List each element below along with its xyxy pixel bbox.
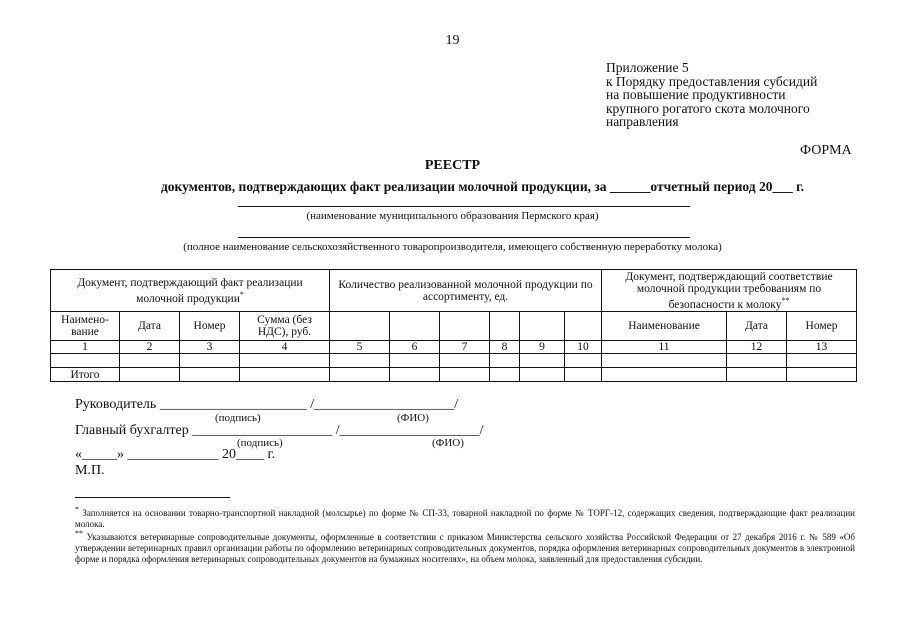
col-number: 4	[240, 341, 330, 354]
col-number: 5	[330, 341, 390, 354]
appendix-line: направления	[606, 114, 679, 129]
page-number: 19	[445, 33, 460, 48]
col-number: 9	[520, 341, 565, 354]
accountant-sign-caption: (подпись)	[237, 437, 283, 449]
col-header-blank	[440, 312, 490, 341]
col-header-blank	[565, 312, 602, 341]
footnote-separator	[75, 497, 230, 498]
register-table	[50, 269, 857, 382]
col-header-name: Наимено-вание	[51, 312, 120, 341]
head-name-caption: (ФИО)	[397, 412, 429, 424]
col-number: 8	[490, 341, 520, 354]
footnote-mark: *	[75, 505, 79, 514]
head-sign-caption: (подпись)	[215, 412, 261, 424]
col-number: 7	[440, 341, 490, 354]
head-signature-line: Руководитель _____________________ /____________________/	[75, 397, 459, 412]
stamp-label: М.П.	[75, 463, 105, 478]
form-label: ФОРМА	[800, 143, 852, 158]
footnote-mark: **	[781, 295, 790, 305]
accountant-signature-line: Главный бухгалтер ____________________ /____________________/	[75, 423, 484, 438]
footnote-text: Указываются ветеринарные сопроводительные документы, оформленные в соответствии с приказом Министерства сельского хозяйства Российской Федерации от 27 декабря 2016 г. № 589 «Об утверждении ветеринарных правил организации работы по оформлению ветеринарных сопроводительных документов, порядка оформления ветеринарных сопроводительных документов в электронной форме и порядка оформления ветеринарных сопроводительных документов на бумажных носителях», на объем молока, заявленный для предоставления субсидии.	[75, 532, 856, 564]
footnote-mark: **	[75, 529, 83, 538]
header-text: Документ, подтверждающий факт реализации молочной продукции	[77, 276, 303, 305]
document-title: РЕЕСТР	[424, 158, 481, 173]
date-line: «_____» _____________ 20____ г.	[75, 447, 276, 462]
col-header-blank	[390, 312, 440, 341]
document-subtitle: документов, подтверждающих факт реализации молочной продукции, за ______отчетный период 20___ г.	[160, 179, 805, 194]
footnote-text: Заполняется на основании товарно-транспортной накладной (молсырье) по форме № СП-33, товарной накладной по форме № ТОРГ-12, содержащих сведения, подтверждающие факт реализации молока.	[75, 508, 855, 529]
producer-line	[238, 237, 690, 238]
col-header-name2: Наименование	[602, 312, 727, 341]
col-number: 6	[390, 341, 440, 354]
col-number: 10	[565, 341, 602, 354]
col-number: 12	[727, 341, 787, 354]
col-number: 2	[120, 341, 180, 354]
col-header-sum: Сумма (без НДС), руб.	[240, 312, 330, 341]
col-header-number: Номер	[180, 312, 240, 341]
appendix-block	[606, 61, 896, 129]
col-number: 11	[602, 341, 727, 354]
header-group-safety-document	[602, 270, 857, 312]
municipality-caption: (наименование муниципального образования Пермского края)	[306, 210, 599, 222]
col-header-number2: Номер	[787, 312, 857, 341]
municipality-line	[238, 206, 690, 207]
col-header-blank	[520, 312, 565, 341]
accountant-name-caption: (ФИО)	[432, 437, 464, 449]
appendix-line: крупного рогатого скота молочного	[606, 100, 810, 116]
footnote-2	[75, 528, 855, 565]
col-number: 1	[51, 341, 120, 354]
col-header-date: Дата	[120, 312, 180, 341]
header-group-sale-document	[51, 270, 330, 312]
header-text: Документ, подтверждающий соответствие молочной продукции требованиям по безопасности к молоку	[625, 270, 833, 311]
total-row	[51, 368, 857, 382]
total-label: Итого	[51, 368, 120, 382]
footnote-1	[75, 504, 855, 530]
footnote-mark: *	[239, 289, 244, 299]
header-group-quantity: Количество реализованной молочной продукции по ассортименту, ед.	[330, 270, 602, 312]
col-header-date2: Дата	[727, 312, 787, 341]
col-number: 3	[180, 341, 240, 354]
appendix-line: к Порядку предоставления субсидий	[606, 73, 818, 89]
producer-caption: (полное наименование сельскохозяйственного товаропроизводителя, имеющего собственную переработку молока)	[183, 241, 722, 253]
col-header-blank	[330, 312, 390, 341]
table-row	[51, 354, 857, 368]
appendix-line: на повышение продуктивности	[606, 87, 786, 102]
col-header-blank	[490, 312, 520, 341]
appendix-line: Приложение 5	[606, 60, 689, 75]
col-number: 13	[787, 341, 857, 354]
